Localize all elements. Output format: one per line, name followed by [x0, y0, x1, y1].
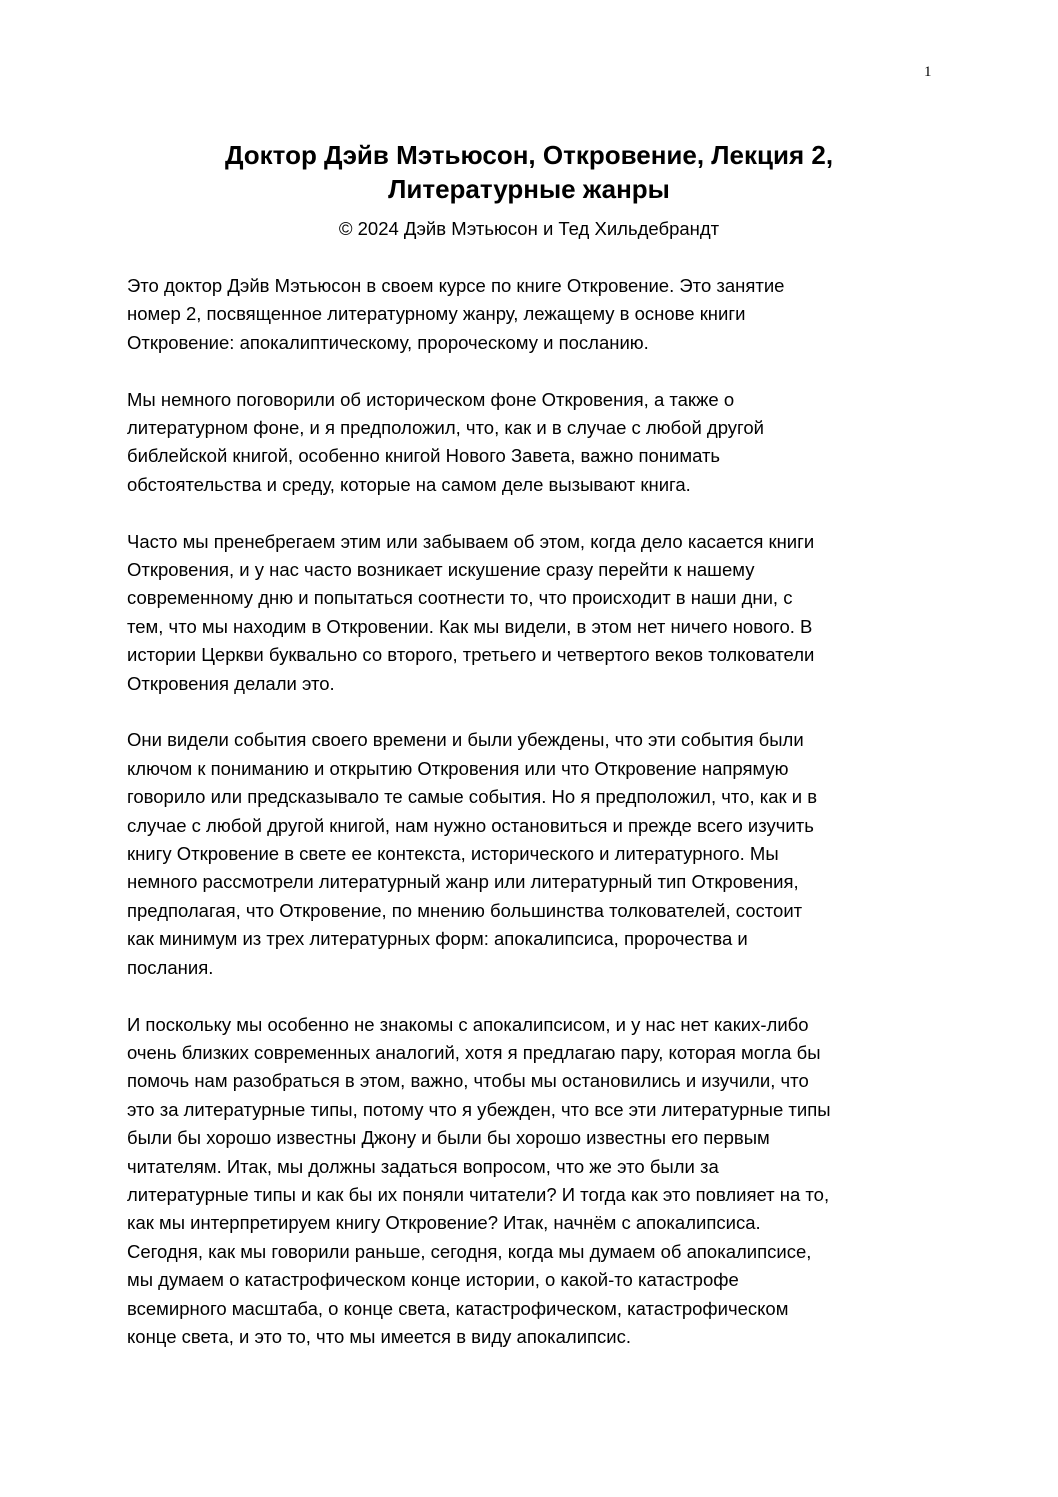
copyright-line: © 2024 Дэйв Мэтьюсон и Тед Хильдебрандт [338, 218, 720, 239]
text-line: Откровения, и у нас часто возникает искушение сразу перейти к нашему [127, 559, 755, 581]
text-line: как минимум из трех литературных форм: апокалипсиса, пророчества и [127, 928, 748, 950]
text-line: читателям. Итак, мы должны задаться вопросом, что же это были за [127, 1155, 719, 1177]
paragraph [127, 272, 947, 357]
paragraph [127, 528, 947, 698]
paragraph [127, 1011, 947, 1352]
text-line: очень близких современных аналогий, хотя я предлагаю пару, которая могла бы [127, 1041, 821, 1063]
text-line: Часто мы пренебрегаем этим или забываем об этом, когда дело касается книги [127, 530, 815, 552]
text-line: мы думаем о катастрофическом конце истории, о какой-то катастрофе [127, 1269, 739, 1291]
text-line: Мы немного поговорили об историческом фоне Откровения, а также о [127, 388, 735, 410]
text-line: современному дню и попытаться соотнести то, что происходит в наши дни, с [127, 587, 793, 609]
title-line: Литературные жанры [388, 174, 670, 204]
text-line: всемирного масштаба, о конце света, катастрофическом, катастрофическом [127, 1297, 789, 1319]
text-line: книгу Откровение в свете ее контекста, исторического и литературного. Мы [127, 843, 779, 865]
text-line: истории Церкви буквально со второго, третьего и четвертого веков толкователи [127, 644, 815, 666]
text-line: конце света, и это то, что мы имеется в виду апокалипсис. [127, 1325, 632, 1347]
text-line: это за литературные типы, потому что я убежден, что все эти литературные типы [127, 1098, 831, 1120]
text-line: обстоятельства и среду, которые на самом деле вызывают книга. [127, 473, 691, 495]
text-line: Сегодня, как мы говорили раньше, сегодня, когда мы думаем об апокалипсисе, [127, 1240, 812, 1262]
text-line: литературные типы и как бы их поняли читатели? И тогда как это повлияет на то, [127, 1183, 830, 1205]
text-line: помочь нам разобраться в этом, важно, чтобы мы остановились и изучили, что [127, 1070, 809, 1092]
text-line: Откровения делали это. [127, 672, 335, 694]
text-line: тем, что мы находим в Откровении. Как мы видели, в этом нет ничего нового. В [127, 615, 813, 637]
paragraph [127, 386, 947, 500]
text-line: как мы интерпретируем книгу Откровение? Итак, начнём с апокалипсиса. [127, 1212, 761, 1234]
text-line: библейской книгой, особенно книгой Нового Завета, важно понимать [127, 445, 721, 467]
text-line: Откровение: апокалиптическому, пророческому и посланию. [127, 331, 649, 353]
text-line: Они видели события своего времени и были убеждены, что эти события были [127, 729, 804, 751]
text-line: случае с любой другой книгой, нам нужно остановиться и прежде всего изучить [127, 814, 814, 836]
text-line: предполагая, что Откровение, по мнению большинства толкователей, состоит [127, 899, 803, 921]
text-line: литературном фоне, и я предположил, что, как и в случае с любой другой [127, 417, 765, 439]
text-line: послания. [127, 956, 214, 978]
text-line: были бы хорошо известны Джону и были бы хорошо известны его первым [127, 1127, 770, 1149]
text-line: Это доктор Дэйв Мэтьюсон в своем курсе по книге Откровение. Это занятие [127, 275, 785, 296]
page-number: 1 [924, 64, 932, 80]
text-line: ключом к пониманию и открытию Откровения или что Откровение напрямую [127, 757, 789, 779]
document-body [127, 272, 947, 1380]
text-line: немного рассмотрели литературный жанр или литературный тип Откровения, [127, 871, 799, 893]
document-title [0, 138, 1058, 206]
text-line: И поскольку мы особенно не знакомы с апокалипсисом, и у нас нет каких-либо [127, 1013, 809, 1035]
paragraph [127, 726, 947, 982]
text-line: номер 2, посвященное литературному жанру, лежащему в основе книги [127, 303, 746, 325]
text-line: говорило или предсказывало те самые события. Но я предположил, что, как и в [127, 786, 818, 808]
title-line: Доктор Дэйв Мэтьюсон, Откровение, Лекция 2, [224, 140, 834, 170]
